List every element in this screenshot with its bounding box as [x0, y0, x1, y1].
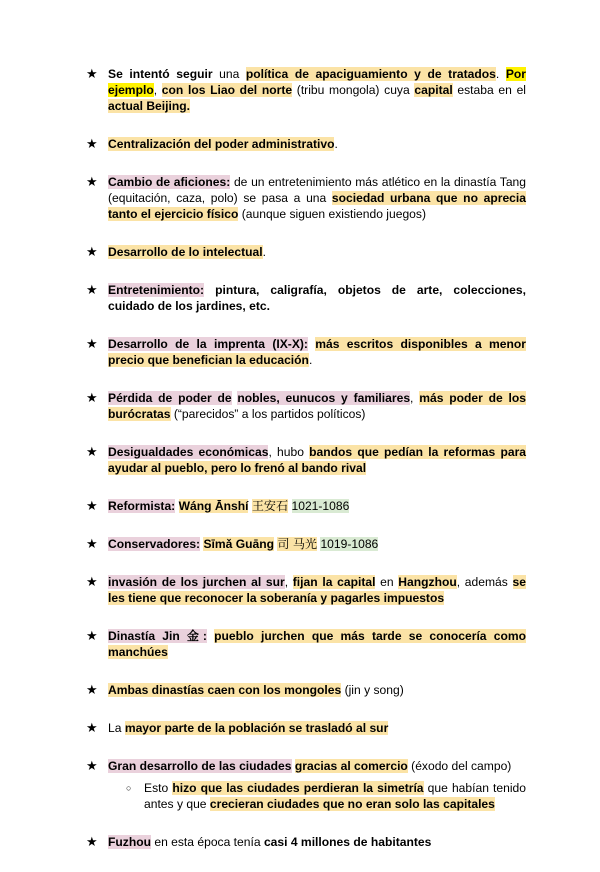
highlighted-text: Desarrollo de la imprenta (IX-X):	[108, 337, 308, 351]
list-item	[0, 174, 600, 222]
list-item	[0, 682, 600, 698]
highlighted-text: Por ejemplo	[108, 67, 527, 97]
star-icon: ★	[86, 682, 98, 697]
text-segment: .	[308, 353, 313, 367]
highlighted-text: actual Beijing.	[108, 99, 190, 113]
item-text	[108, 137, 338, 151]
item-text	[108, 67, 526, 113]
text-segment: casi 4 millones de habitantes	[263, 835, 432, 849]
highlighted-text: Pérdida de poder de	[108, 391, 232, 405]
highlighted-text: capital	[414, 83, 453, 97]
highlighted-text: invasión de los jurchen al sur	[108, 575, 285, 589]
highlighted-text: Dinastía Jin 金:	[108, 629, 207, 643]
highlighted-text: se les tiene que reconocer la soberanía y pagarles impuestos	[108, 575, 526, 605]
list-item	[0, 536, 600, 552]
list-item	[0, 498, 600, 514]
highlighted-text: mayor parte de la población se trasladó al sur	[124, 721, 389, 735]
text-segment: que habían tenido antes y que	[144, 781, 526, 811]
notes-list	[0, 66, 600, 872]
star-icon: ★	[86, 536, 98, 551]
highlighted-text: gracias al comercio	[294, 759, 408, 773]
highlighted-text: política de apaciguamiento y de tratados	[245, 67, 496, 81]
star-icon: ★	[86, 574, 98, 589]
text-segment: Se intentó seguir	[108, 67, 213, 81]
list-item	[0, 628, 600, 660]
text-segment: .	[495, 67, 506, 81]
item-text	[108, 283, 526, 313]
item-text	[108, 835, 431, 849]
highlighted-text: sociedad urbana que no aprecia tanto el ejercicio físico	[108, 191, 526, 221]
star-icon: ★	[86, 758, 98, 773]
hollow-circle-icon: ○	[126, 783, 132, 793]
highlighted-text: más escritos disponibles a menor precio que benefician la educación	[108, 337, 526, 367]
text-segment: (jin y song)	[341, 683, 404, 697]
text-segment: , hubo	[268, 445, 310, 459]
text-segment: en esta época tenía	[150, 835, 264, 849]
highlighted-text: Desarrollo de lo intelectual	[108, 245, 263, 259]
text-segment: .	[334, 137, 338, 151]
star-icon: ★	[86, 136, 98, 151]
item-text	[108, 537, 378, 551]
item-text	[108, 683, 404, 697]
highlighted-text: pueblo jurchen que más tarde se conocería como manchúes	[108, 629, 526, 659]
item-text	[108, 175, 526, 221]
star-icon: ★	[86, 834, 98, 849]
highlighted-text: Reformista:	[108, 499, 176, 513]
star-icon: ★	[86, 628, 98, 643]
highlighted-text: fijan la capital	[292, 575, 376, 589]
highlighted-text: nobles, eunucos y familiares	[237, 391, 411, 405]
sub-item-text	[144, 781, 526, 811]
highlighted-text: Cambio de aficiones:	[108, 175, 231, 189]
item-text	[108, 721, 388, 735]
item-text	[108, 337, 526, 367]
list-item	[0, 282, 600, 314]
text-segment: ,	[284, 575, 293, 589]
text-segment: ,	[153, 83, 162, 97]
highlighted-text: Entretenimiento:	[108, 283, 205, 297]
text-segment: Esto	[144, 781, 173, 795]
text-segment: (“parecidos” a los partidos políticos)	[170, 407, 366, 421]
text-segment: (aunque siguen existiendo juegos)	[238, 207, 426, 221]
star-icon: ★	[86, 720, 98, 735]
highlighted-text: 1021-1086	[291, 499, 350, 513]
star-icon: ★	[86, 282, 98, 297]
star-icon: ★	[86, 444, 98, 459]
highlighted-text: 司 马光	[277, 537, 318, 551]
list-item	[0, 444, 600, 476]
list-item	[0, 66, 600, 114]
item-text	[108, 629, 526, 659]
highlighted-text: Desigualdades económicas	[108, 445, 269, 459]
text-segment: ,	[410, 391, 420, 405]
star-icon: ★	[86, 244, 98, 259]
star-icon: ★	[86, 498, 98, 513]
text-segment: (éxodo del campo)	[407, 759, 512, 773]
highlighted-text: 王安石	[251, 499, 289, 513]
text-segment: de un entretenimiento más atlético en la dinastía Tang (equitación, caza, polo) se pasa a una	[108, 175, 526, 205]
highlighted-text: 1019-1086	[320, 537, 379, 551]
list-item	[0, 390, 600, 422]
highlighted-text: Centralización del poder administrativo	[108, 137, 335, 151]
text-segment: , además	[456, 575, 513, 589]
text-segment: La	[108, 721, 125, 735]
text-segment: estaba en el	[452, 83, 526, 97]
item-text	[108, 391, 526, 421]
highlighted-text: bandos que pedían la reformas para ayudar al pueblo, pero lo frenó al bando rival	[108, 445, 527, 475]
star-icon: ★	[86, 66, 98, 81]
text-segment: pintura, caligrafía, objetos de arte, colecciones, cuidado de los jardines, etc.	[108, 283, 526, 313]
highlighted-text: Gran desarrollo de las ciudades	[108, 759, 292, 773]
sub-list-item	[108, 780, 526, 812]
star-icon: ★	[86, 390, 98, 405]
item-text	[108, 499, 349, 513]
text-segment: en	[375, 575, 399, 589]
item-text	[108, 445, 526, 475]
item-text	[108, 759, 511, 773]
list-item	[0, 758, 600, 812]
list-item	[0, 720, 600, 736]
star-icon: ★	[86, 174, 98, 189]
list-item	[0, 574, 600, 606]
star-icon: ★	[86, 336, 98, 351]
list-item	[0, 336, 600, 368]
highlighted-text: Hangzhou	[398, 575, 457, 589]
text-segment: una	[212, 67, 246, 81]
highlighted-text: con los Liao del norte	[161, 83, 293, 97]
list-item	[0, 244, 600, 260]
item-text	[108, 245, 266, 259]
item-text	[108, 575, 526, 605]
highlighted-text: hizo que las ciudades perdieran la simetría	[172, 781, 424, 795]
highlighted-text: Fuzhou	[108, 835, 151, 849]
highlighted-text: Ambas dinastías caen con los mongoles	[108, 683, 342, 697]
highlighted-text: más poder de los burócratas	[108, 391, 526, 421]
highlighted-text: Wáng Ānshí	[178, 499, 249, 513]
highlighted-text: Sīmǎ Guāng	[203, 537, 275, 551]
text-segment: (tribu mongola) cuya	[292, 83, 415, 97]
highlighted-text: Conservadores:	[108, 537, 201, 551]
list-item	[0, 136, 600, 152]
highlighted-text: crecieran ciudades que no eran solo las capitales	[209, 797, 495, 811]
text-segment	[288, 499, 291, 513]
text-segment: .	[262, 245, 266, 259]
